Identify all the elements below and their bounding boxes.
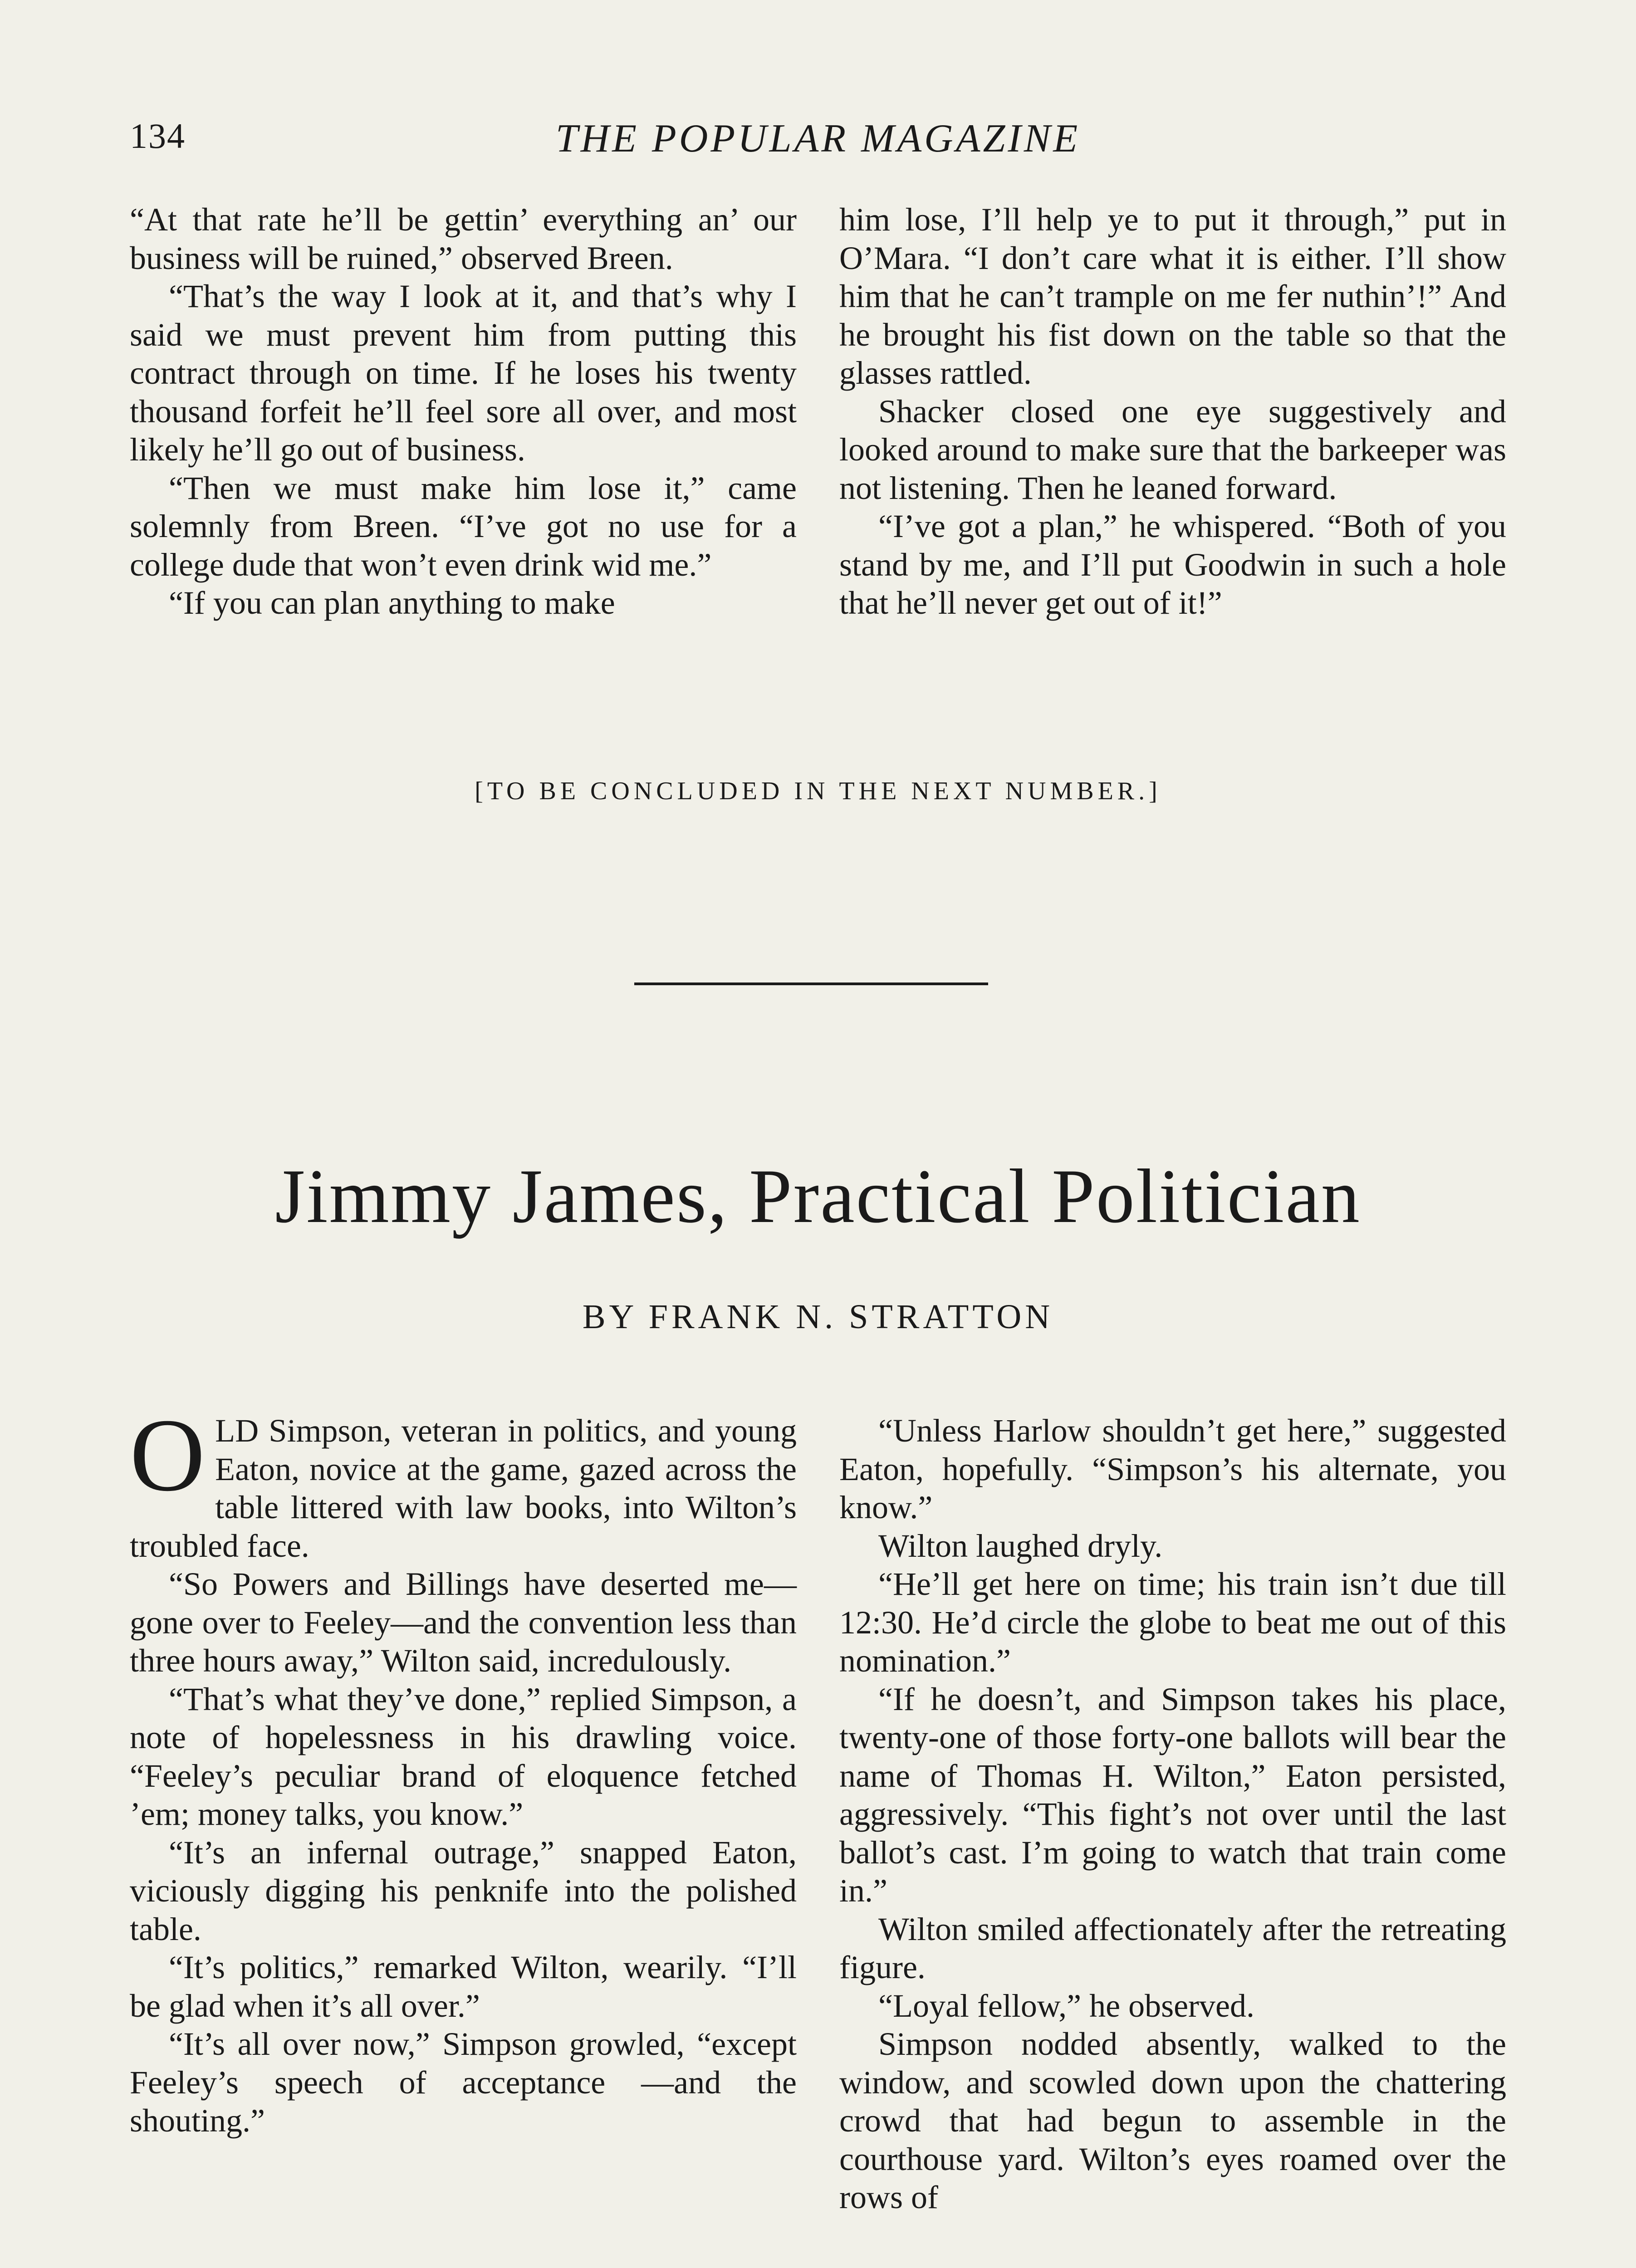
paragraph: “I’ve got a plan,” he whispered. “Both of you stand by me, and I’ll put Goodwin in such a hole that he’ll never get out of it!” (839, 508, 1506, 621)
paragraph: “If he doesn’t, and Simpson takes his place, twenty-one of those forty-one ballots will bear the name of Thomas H. Wilton,” Eaton persisted, aggressively. “This fight’s not over until the last ballot’s cast. I’m going to watch that train come in.” (839, 1681, 1506, 1909)
story-left-column (130, 1397, 797, 2140)
paragraph: “He’ll get here on time; his train isn’t due till 12:30. He’d circle the globe to beat me out of this nomination.” (839, 1566, 1506, 1679)
story-title: Jimmy James, Practical Politician (275, 1154, 1361, 1239)
paragraph: Simpson nodded absently, walked to the window, and scowled down upon the chattering crowd that had begun to assemble in the courthouse yard. Wilton’s eyes roamed over the rows of (839, 2026, 1506, 2215)
paragraph: Shacker closed one eye suggestively and looked around to make sure that the barkeeper was not listening. Then he leaned forward. (839, 393, 1506, 506)
opening-paragraph (130, 1397, 797, 1565)
to-be-concluded-note: [TO BE CONCLUDED IN THE NEXT NUMBER.] (475, 777, 1161, 805)
running-head (0, 116, 1636, 166)
paragraph: “So Powers and Billings have deserted me—gone over to Feeley—and the convention less than three hours away,” Wilton said, incredulously. (130, 1566, 797, 1679)
paragraph: Wilton laughed dryly. (878, 1527, 1163, 1564)
paragraph: Wilton smiled affectionately after the retreating figure. (839, 1911, 1506, 1985)
paragraph: “If you can plan anything to make (169, 585, 615, 621)
opening-text: LD Simpson, veteran in politics, and young Eaton, novice at the game, gazed across the table littered with law books, into Wilton’s troubled face. (130, 1413, 797, 1564)
section-divider (634, 982, 988, 985)
paragraph: “Then we must make him lose it,” came solemnly from Breen. “I’ve got no use for a college dude that won’t even drink wid me.” (130, 469, 797, 583)
story-right-column (839, 1412, 1506, 2217)
paragraph: “Unless Harlow shouldn’t get here,” suggested Eaton, hopefully. “Simpson’s his alternate, you know.” (839, 1413, 1506, 1525)
magazine-title: THE POPULAR MAGAZINE (555, 117, 1081, 161)
paragraph: “Loyal fellow,” he observed. (878, 1987, 1254, 2024)
page-number: 134 (130, 116, 186, 156)
paragraph: “It’s politics,” remarked Wilton, wearily. “I’ll be glad when it’s all over.” (130, 1949, 797, 2024)
previous-story-right-column (839, 200, 1506, 622)
drop-cap: O (130, 1397, 206, 1513)
paragraph: him lose, I’ll help ye to put it through,” put in O’Mara. “I don’t care what it is either. I’ll show him that he can’t trample on me fer nuthin’!” And he brought his fist down on the table so that the glasses rattled. (839, 201, 1506, 391)
story-byline: BY FRANK N. STRATTON (582, 1298, 1054, 1336)
paragraph: “It’s an infernal outrage,” snapped Eaton, viciously digging his penknife into the polished table. (130, 1834, 797, 1947)
paragraph: “It’s all over now,” Simpson growled, “except Feeley’s speech of acceptance —and the shouting.” (130, 2026, 797, 2139)
previous-story-left-column (130, 200, 797, 622)
paragraph: “That’s the way I look at it, and that’s why I said we must prevent him from putting this contract through on time. If he loses his twenty thousand forfeit he’ll feel sore all over, and most likely he’ll go out of business. (130, 278, 797, 468)
paragraph: “At that rate he’ll be gettin’ everything an’ our business will be ruined,” observed Breen. (130, 201, 797, 276)
paragraph: “That’s what they’ve done,” replied Simpson, a note of hopelessness in his drawling voice. “Feeley’s peculiar brand of eloquence fetched ’em; money talks, you know.” (130, 1681, 797, 1832)
